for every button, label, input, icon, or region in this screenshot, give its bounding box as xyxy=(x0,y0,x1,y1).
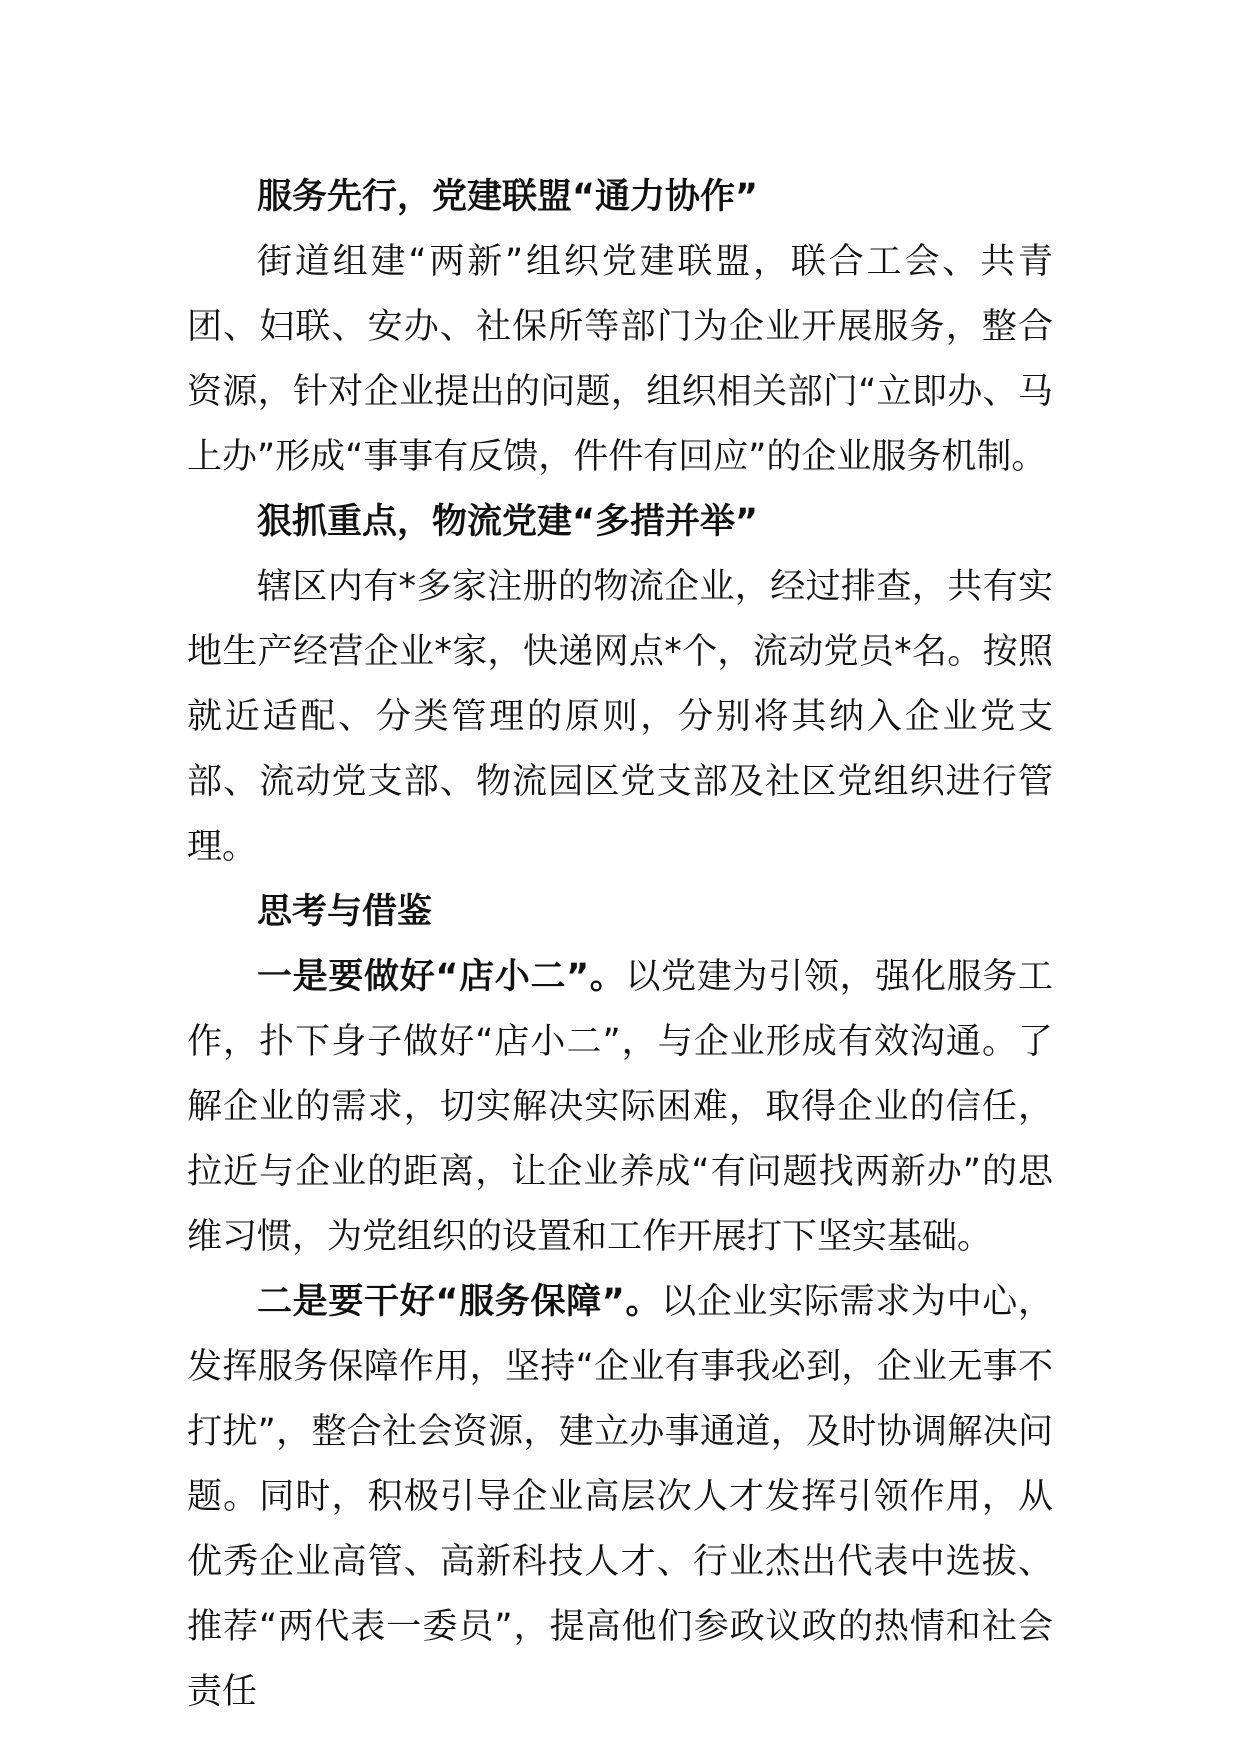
paragraph-body: 以党建为引领，强化服务工作，扑下身子做好“店小二”，与企业形成有效沟通。了解企业的需求，切实解决实际困难，取得企业的信任，拉近与企业的距离，让企业养成“有问题找两新办”的思维习惯，为党组织的设置和工作开展打下坚实基础。 xyxy=(187,957,1053,1257)
section-heading: 思考与借鉴 xyxy=(257,892,433,932)
paragraph-lead: 一是要做好“店小二”。 xyxy=(257,957,626,997)
section-heading: 服务先行，党建联盟“通力协作” xyxy=(257,177,759,217)
paragraph xyxy=(187,1270,1053,1725)
document-body xyxy=(187,165,1053,1725)
section-heading: 狠抓重点，物流党建“多措并举” xyxy=(257,502,759,542)
paragraph: 街道组建“两新”组织党建联盟，联合工会、共青团、妇联、安办、社保所等部门为企业开展服务，整合资源，针对企业提出的问题，组织相关部门“立即办、马上办”形成“事事有反馈，件件有回应”的企业服务机制。 xyxy=(187,242,1053,477)
paragraph: 辖区内有*多家注册的物流企业，经过排查，共有实地生产经营企业*家，快递网点*个，流动党员*名。按照就近适配、分类管理的原则，分别将其纳入企业党支部、流动党支部、物流园区党支部及社区党组织进行管理。 xyxy=(187,567,1053,867)
paragraph-lead: 二是要干好“服务保障”。 xyxy=(257,1282,662,1322)
paragraph xyxy=(187,945,1053,1270)
paragraph-body: 以企业实际需求为中心，发挥服务保障作用，坚持“企业有事我必到，企业无事不打扰”，整合社会资源，建立办事通道，及时协调解决问题。同时，积极引导企业高层次人才发挥引领作用，从优秀企业高管、高新科技人才、行业杰出代表中选拔、推荐“两代表一委员”，提高他们参政议政的热情和社会责任 xyxy=(187,1282,1053,1712)
